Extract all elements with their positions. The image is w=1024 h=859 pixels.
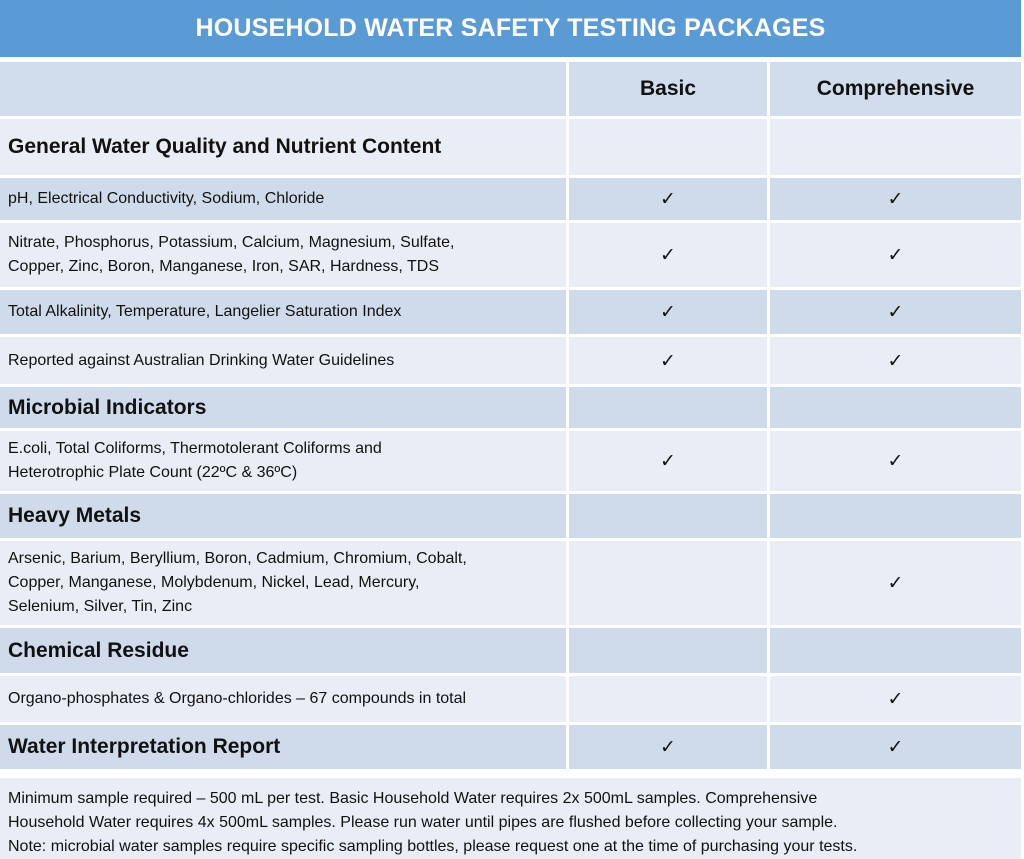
basic-cell (569, 431, 770, 494)
check-icon: ✓ (887, 450, 904, 472)
check-icon: ✓ (887, 736, 904, 758)
footer-note (0, 778, 1021, 859)
section-row (0, 387, 1021, 431)
basic-cell (569, 290, 770, 337)
basic-cell (569, 676, 770, 725)
table-row (0, 337, 1021, 387)
test-description: E.coli, Total Coliforms, Thermotolerant Coliforms and Heterotrophic Plate Count (22ºC & 36ºC) (0, 431, 569, 494)
table-row (0, 676, 1021, 725)
check-icon: ✓ (660, 244, 676, 266)
check-icon: ✓ (660, 301, 676, 323)
test-description: pH, Electrical Conductivity, Sodium, Chloride (0, 178, 569, 223)
basic-cell (569, 337, 770, 387)
check-icon: ✓ (887, 301, 904, 323)
test-description: Reported against Australian Drinking Water Guidelines (0, 337, 569, 387)
basic-cell (569, 178, 770, 223)
table-row (0, 223, 1021, 290)
check-icon: ✓ (887, 688, 904, 710)
comprehensive-cell (770, 223, 1021, 290)
basic-cell (569, 494, 770, 541)
comprehensive-cell (770, 725, 1021, 772)
basic-cell (569, 387, 770, 431)
section-row (0, 628, 1021, 676)
test-description: Arsenic, Barium, Beryllium, Boron, Cadmium, Chromium, Cobalt, Copper, Manganese, Molybdenum, Nickel, Lead, Mercury, Selenium, Silver, Tin, Zinc (0, 541, 569, 628)
section-heading: Chemical Residue (0, 628, 569, 676)
page-title: HOUSEHOLD WATER SAFETY TESTING PACKAGES (0, 0, 1021, 57)
check-icon: ✓ (887, 572, 904, 594)
basic-cell (569, 541, 770, 628)
check-icon: ✓ (887, 349, 904, 372)
header-blank-cell (0, 62, 569, 119)
comprehensive-cell (770, 541, 1021, 628)
section-heading: Heavy Metals (0, 494, 569, 541)
table-body (0, 119, 1021, 772)
check-icon: ✓ (660, 349, 676, 372)
comprehensive-cell (770, 337, 1021, 387)
section-heading: Water Interpretation Report (0, 725, 569, 772)
check-icon: ✓ (887, 244, 904, 266)
section-row (0, 725, 1021, 772)
basic-cell (569, 119, 770, 178)
comprehensive-cell (770, 119, 1021, 178)
table-row (0, 541, 1021, 628)
check-icon: ✓ (660, 188, 676, 210)
comprehensive-cell (770, 494, 1021, 541)
check-icon: ✓ (887, 188, 904, 210)
comprehensive-cell (770, 676, 1021, 725)
table-row (0, 178, 1021, 223)
comprehensive-cell (770, 431, 1021, 494)
basic-cell (569, 628, 770, 676)
basic-cell (569, 223, 770, 290)
section-row (0, 119, 1021, 178)
check-icon: ✓ (660, 736, 676, 758)
footer-line: Household Water requires 4x 500mL samples. Please run water until pipes are flushed before collecting your sample. (8, 814, 838, 831)
section-row (0, 494, 1021, 541)
column-header-basic: Basic (569, 62, 770, 119)
footer-line: Note: microbial water samples require specific sampling bottles, please request one at the time of purchasing your tests. (8, 838, 858, 855)
basic-cell (569, 725, 770, 772)
comprehensive-cell (770, 628, 1021, 676)
test-description: Total Alkalinity, Temperature, Langelier Saturation Index (0, 290, 569, 337)
comprehensive-cell (770, 387, 1021, 431)
check-icon: ✓ (660, 450, 676, 472)
table-row (0, 290, 1021, 337)
packages-table (0, 62, 1021, 772)
comprehensive-cell (770, 178, 1021, 223)
footer-line: Minimum sample required – 500 mL per test. Basic Household Water requires 2x 500mL samples. Comprehensive (8, 790, 818, 807)
table-row (0, 431, 1021, 494)
test-description: Nitrate, Phosphorus, Potassium, Calcium, Magnesium, Sulfate, Copper, Zinc, Boron, Manganese, Iron, SAR, Hardness, TDS (0, 223, 569, 290)
section-heading: General Water Quality and Nutrient Content (0, 119, 569, 178)
comprehensive-cell (770, 290, 1021, 337)
table-header-row (0, 62, 1021, 119)
test-description: Organo-phosphates & Organo-chlorides – 67 compounds in total (0, 676, 569, 725)
section-heading: Microbial Indicators (0, 387, 569, 431)
column-header-comprehensive: Comprehensive (770, 62, 1021, 119)
